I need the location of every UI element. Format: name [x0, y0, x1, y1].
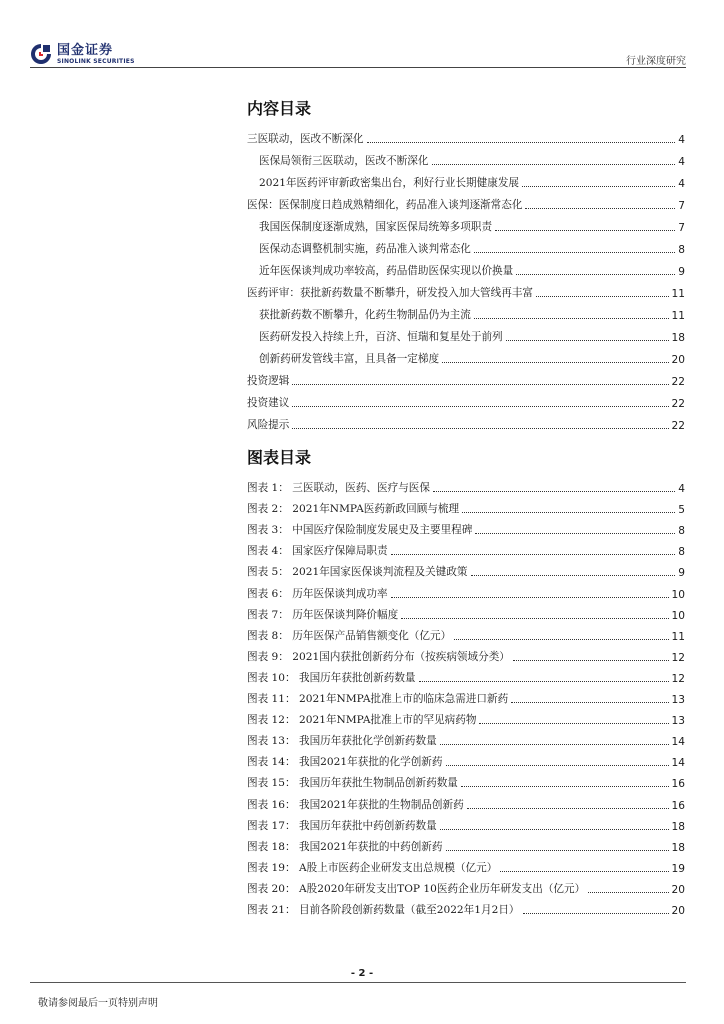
toc-entry-page: 22 — [671, 376, 685, 388]
leader-dots — [446, 765, 669, 766]
figure-entry-text: 图表 6： 历年医保谈判成功率 — [247, 587, 388, 600]
figure-entry[interactable] — [247, 706, 685, 727]
figure-entry-page: 5 — [678, 504, 685, 517]
report-type: 行业深度研究 — [626, 56, 686, 67]
figure-entry[interactable] — [247, 833, 685, 854]
figure-entry-text: 图表 4： 国家医疗保障局职责 — [247, 545, 388, 558]
figure-entry-text: 图表 10： 我国历年获批创新药数量 — [247, 671, 416, 684]
leader-dots — [511, 702, 668, 703]
toc-entry[interactable] — [247, 234, 685, 256]
figure-entry-text: 图表 9： 2021国内获批创新药分布（按疾病领域分类） — [247, 650, 510, 663]
figure-entry-text: 图表 14： 我国2021年获批的化学创新药 — [247, 756, 443, 769]
header-divider — [30, 67, 686, 68]
toc-entry[interactable] — [247, 146, 685, 168]
toc-entry[interactable] — [247, 278, 685, 300]
page-number: - 2 - — [350, 968, 374, 979]
leader-dots — [479, 723, 668, 724]
toc-entry-page: 4 — [678, 134, 685, 146]
figure-entry-page: 8 — [678, 546, 685, 559]
figure-entry-page: 16 — [671, 778, 685, 791]
toc-entry-text: 我国医保制度逐渐成熟，国家医保局统筹多项职责 — [259, 221, 493, 233]
figure-entry-page: 20 — [671, 883, 685, 896]
toc-entry-text: 医保：医保制度日趋成熟精细化，药品准入谈判逐渐常态化 — [247, 199, 523, 211]
brand-logo — [30, 40, 135, 68]
toc-entry-text: 近年医保谈判成功率较高，药品借助医保实现以价换量 — [259, 265, 514, 277]
leader-dots — [467, 808, 669, 809]
figure-entry-text: 图表 18： 我国2021年获批的中药创新药 — [247, 840, 443, 853]
toc-entry-page: 7 — [678, 222, 685, 234]
toc-entry[interactable] — [247, 212, 685, 234]
footer-divider — [30, 982, 686, 983]
figure-entry-page: 20 — [671, 904, 685, 917]
figure-entry-text: 图表 17： 我国历年获批中药创新药数量 — [247, 819, 437, 832]
toc-entry-page: 22 — [671, 420, 685, 432]
leader-dots — [391, 597, 669, 598]
figure-entry[interactable] — [247, 579, 685, 600]
toc-entry-text: 创新药研发管线丰富，且具备一定梯度 — [259, 353, 440, 365]
figure-entry-text: 图表 2： 2021年NMPA医药新政回顾与梳理 — [247, 503, 460, 516]
leader-dots — [523, 913, 669, 914]
figure-entry-text: 图表 12： 2021年NMPA批准上市的罕见病药物 — [247, 714, 477, 727]
figure-entry-page: 8 — [678, 525, 685, 538]
leader-dots — [367, 142, 676, 143]
figure-entry[interactable] — [247, 558, 685, 579]
figure-entry[interactable] — [247, 748, 685, 769]
figure-entry[interactable] — [247, 896, 685, 917]
figure-entry-page: 18 — [671, 820, 685, 833]
figure-entry-page: 4 — [678, 483, 685, 496]
contents-title: 内容目录 — [247, 99, 312, 118]
figure-entry-page: 9 — [678, 567, 685, 580]
toc-entry-page: 11 — [671, 310, 685, 322]
figure-entry-text: 图表 21： 目前各阶段创新药数量（截至2022年1月2日） — [247, 903, 520, 916]
leader-dots — [461, 786, 669, 787]
figure-entry-page: 10 — [671, 588, 685, 601]
toc-entry-page: 22 — [671, 398, 685, 410]
disclaimer-note: 敬请参阅最后一页特别声明 — [38, 998, 158, 1009]
leader-dots — [506, 340, 669, 341]
toc-entry-text: 投资建议 — [247, 397, 290, 409]
toc-entry[interactable] — [247, 190, 685, 212]
toc-entry-text: 风险提示 — [247, 419, 290, 431]
leader-dots — [432, 164, 676, 165]
figure-entry-page: 12 — [671, 672, 685, 685]
leader-dots — [440, 744, 669, 745]
figure-entry-text: 图表 7： 历年医保谈判降价幅度 — [247, 608, 399, 621]
leader-dots — [536, 296, 668, 297]
figure-entry-page: 12 — [671, 651, 685, 664]
toc-entry-text: 医药评审：获批新药数量不断攀升，研发投入加大管线再丰富 — [247, 287, 534, 299]
toc-entry-text: 获批新药数不断攀升，化药生物制品仍为主流 — [259, 309, 471, 321]
leader-dots — [471, 575, 676, 576]
leader-dots — [446, 850, 669, 851]
brand-name-en: SINOLINK SECURITIES — [57, 57, 135, 65]
leader-dots — [440, 829, 669, 830]
leader-dots — [454, 639, 668, 640]
toc-entry[interactable] — [247, 256, 685, 278]
toc-entry[interactable] — [247, 410, 685, 432]
leader-dots — [522, 186, 675, 187]
figure-entry[interactable] — [247, 812, 685, 833]
figure-entry[interactable] — [247, 537, 685, 558]
toc-entry-text: 医保动态调整机制实施，药品准入谈判常态化 — [259, 243, 471, 255]
toc-entry-page: 18 — [671, 332, 685, 344]
leader-dots — [500, 871, 668, 872]
figure-entry-page: 11 — [671, 630, 685, 643]
leader-dots — [433, 491, 675, 492]
leader-dots — [401, 618, 668, 619]
figure-entry-page: 14 — [671, 757, 685, 770]
figure-entry-page: 13 — [671, 715, 685, 728]
figure-entry-text: 图表 1： 三医联动，医药、医疗与医保 — [247, 482, 430, 495]
figure-entry-page: 16 — [671, 799, 685, 812]
toc-entry-text: 医保局领衔三医联动，医改不断深化 — [259, 155, 429, 167]
contents-list — [247, 124, 685, 432]
leader-dots — [495, 230, 675, 231]
toc-entry-page: 8 — [678, 244, 685, 256]
leader-dots — [462, 512, 675, 513]
toc-entry-page: 7 — [678, 200, 685, 212]
toc-entry[interactable] — [247, 124, 685, 146]
toc-entry-page: 11 — [671, 288, 685, 300]
toc-entry[interactable] — [247, 388, 685, 410]
leader-dots — [516, 274, 675, 275]
figure-entry[interactable] — [247, 875, 685, 896]
toc-entry-text: 三医联动，医改不断深化 — [247, 133, 364, 145]
figures-title: 图表目录 — [247, 448, 312, 467]
figure-entry[interactable] — [247, 474, 685, 495]
figure-entry[interactable] — [247, 622, 685, 643]
figure-entry-page: 10 — [671, 609, 685, 622]
leader-dots — [419, 681, 669, 682]
leader-dots — [474, 318, 669, 319]
figure-entry[interactable] — [247, 516, 685, 537]
figure-entry-text: 图表 5： 2021年国家医保谈判流程及关键政策 — [247, 566, 468, 579]
toc-entry-page: 4 — [678, 178, 685, 190]
leader-dots — [442, 362, 668, 363]
figure-entry[interactable] — [247, 664, 685, 685]
toc-entry-page: 9 — [678, 266, 685, 278]
leader-dots — [588, 892, 668, 893]
leader-dots — [513, 660, 669, 661]
toc-entry[interactable] — [247, 344, 685, 366]
figures-list — [247, 474, 685, 917]
leader-dots — [474, 252, 675, 253]
toc-entry-text: 投资逻辑 — [247, 375, 290, 387]
figure-entry[interactable] — [247, 495, 685, 516]
figure-entry-text: 图表 19： A股上市医药企业研发支出总规模（亿元） — [247, 861, 498, 874]
figure-entry[interactable] — [247, 643, 685, 664]
figure-entry-page: 19 — [671, 862, 685, 875]
figure-entry-text: 图表 3： 中国医疗保险制度发展史及主要里程碑 — [247, 524, 473, 537]
figure-entry-text: 图表 20： A股2020年研发支出TOP 10医药企业历年研发支出（亿元） — [247, 882, 586, 895]
figure-entry-text: 图表 11： 2021年NMPA批准上市的临床急需进口新药 — [247, 693, 509, 706]
toc-entry-text: 2021年医药评审新政密集出台，利好行业长期健康发展 — [259, 177, 520, 189]
toc-entry-page: 20 — [671, 354, 685, 366]
toc-entry[interactable] — [247, 300, 685, 322]
leader-dots — [475, 533, 675, 534]
figure-entry-text: 图表 16： 我国2021年获批的生物制品创新药 — [247, 798, 464, 811]
figure-entry-text: 图表 15： 我国历年获批生物制品创新药数量 — [247, 777, 458, 790]
figure-entry-text: 图表 13： 我国历年获批化学创新药数量 — [247, 735, 437, 748]
figure-entry-page: 14 — [671, 736, 685, 749]
figure-entry-page: 13 — [671, 694, 685, 707]
toc-entry[interactable] — [247, 168, 685, 190]
leader-dots — [292, 384, 668, 385]
figure-entry-page: 18 — [671, 841, 685, 854]
toc-entry-page: 4 — [678, 156, 685, 168]
leader-dots — [292, 406, 668, 407]
brand-name-cn: 国金证券 — [57, 42, 114, 58]
figure-entry[interactable] — [247, 601, 685, 622]
figure-entry[interactable] — [247, 854, 685, 875]
leader-dots — [525, 208, 675, 209]
figure-entry[interactable] — [247, 727, 685, 748]
leader-dots — [391, 554, 676, 555]
toc-entry[interactable] — [247, 366, 685, 388]
toc-entry[interactable] — [247, 322, 685, 344]
figure-entry[interactable] — [247, 790, 685, 811]
brand-logo-icon — [30, 43, 52, 65]
toc-entry-text: 医药研发投入持续上升，百济、恒瑞和复星处于前列 — [259, 331, 503, 343]
leader-dots — [292, 428, 668, 429]
figure-entry[interactable] — [247, 769, 685, 790]
figure-entry-text: 图表 8： 历年医保产品销售额变化（亿元） — [247, 629, 452, 642]
figure-entry[interactable] — [247, 685, 685, 706]
